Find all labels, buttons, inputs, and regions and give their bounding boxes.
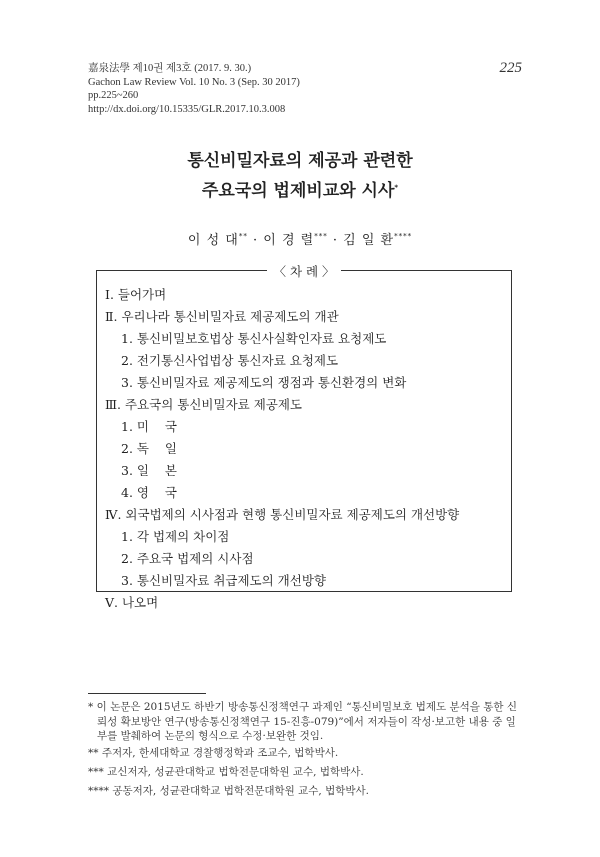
- toc-subsection[interactable]: 1. 각 법제의 차이점: [121, 529, 230, 544]
- footnote-line: * 이 논문은 2015년도 하반기 방송통신정책연구 과제인 “통신비밀보호 법제도 분석을 통한 신: [88, 701, 518, 713]
- author-name: 김 일 환: [343, 233, 395, 248]
- author-separator: ·: [327, 233, 344, 248]
- footnote-line: 부를 발췌하여 논문의 형식으로 수정·보완한 것임.: [97, 730, 324, 742]
- page-number: 225: [499, 60, 522, 76]
- article-title-line1: 통신비밀자료의 제공과 관련한: [187, 151, 413, 171]
- toc-subsection[interactable]: 2. 독 일: [121, 441, 177, 456]
- article-title-line2: [0, 176, 600, 201]
- toc-section-5[interactable]: Ⅴ. 나오며: [105, 595, 159, 610]
- toc-heading-label: 차 례: [289, 264, 319, 279]
- author-list: [0, 229, 600, 248]
- author-footnote-marker: **: [238, 232, 248, 241]
- footnote-funding: [88, 700, 524, 744]
- author-name: 이 경 렬: [263, 233, 315, 248]
- footnote-divider: [88, 693, 206, 694]
- toc-section-1[interactable]: Ⅰ. 들어가며: [105, 287, 167, 302]
- author-separator: ·: [247, 233, 264, 248]
- journal-name-english: Gachon Law Review Vol. 10 No. 3 (Sep. 30 2017): [88, 76, 300, 88]
- toc-subsection[interactable]: 1. 미 국: [121, 419, 177, 434]
- article-title-text: 주요국의 법제비교와 시사: [201, 181, 395, 201]
- toc-bracket-right-icon: 〉: [318, 264, 335, 279]
- journal-name-korean: 嘉泉法學 제10권 제3호 (2017. 9. 30.): [88, 63, 252, 74]
- table-of-contents: [96, 264, 512, 610]
- toc-subsection[interactable]: 4. 영 국: [121, 485, 177, 500]
- author-footnote-marker: ***: [314, 232, 328, 241]
- toc-subsection[interactable]: 3. 일 본: [121, 463, 177, 478]
- author-name: 이 성 대: [187, 233, 239, 248]
- toc-subsection[interactable]: 3. 통신비밀자료 취급제도의 개선방향: [121, 573, 326, 588]
- toc-section-4[interactable]: Ⅳ. 외국법제의 시사점과 현행 통신비밀자료 제공제도의 개선방향: [105, 507, 460, 522]
- toc-section-2[interactable]: Ⅱ. 우리나라 통신비밀자료 제공제도의 개관: [105, 309, 339, 324]
- footnote-first-author: ** 주저자, 한세대학교 경찰행정학과 조교수, 법학박사.: [88, 747, 339, 759]
- footnote-corresponding-author: *** 교신저자, 성균관대학교 법학전문대학원 교수, 법학박사.: [88, 766, 364, 778]
- toc-heading: [97, 261, 511, 280]
- footnote-co-author: **** 공동저자, 성균관대학교 법학전문대학원 교수, 법학박사.: [88, 785, 369, 797]
- doi-link[interactable]: http://dx.doi.org/10.15335/GLR.2017.10.3.008: [88, 103, 286, 115]
- toc-subsection[interactable]: 1. 통신비밀보호법상 통신사실확인자료 요청제도: [121, 331, 387, 346]
- toc-subsection[interactable]: 2. 전기통신사업법상 통신자료 요청제도: [121, 353, 339, 368]
- journal-header: [88, 62, 300, 116]
- footnote-line: 뢰성 확보방안 연구(방송통신정책연구 15-진흥-079)”에서 저자들이 작성·보고한 내용 중 일: [97, 715, 516, 728]
- page-range: pp.225~260: [88, 90, 139, 101]
- toc-subsection[interactable]: 3. 통신비밀자료 제공제도의 쟁점과 통신환경의 변화: [121, 375, 407, 390]
- author-footnote-marker: ****: [394, 232, 413, 241]
- toc-subsection[interactable]: 2. 주요국 법제의 시사점: [121, 551, 254, 566]
- toc-bracket-left-icon: 〈: [273, 264, 290, 279]
- toc-section-3[interactable]: Ⅲ. 주요국의 통신비밀자료 제공제도: [105, 397, 302, 412]
- title-footnote-marker: *: [394, 183, 399, 192]
